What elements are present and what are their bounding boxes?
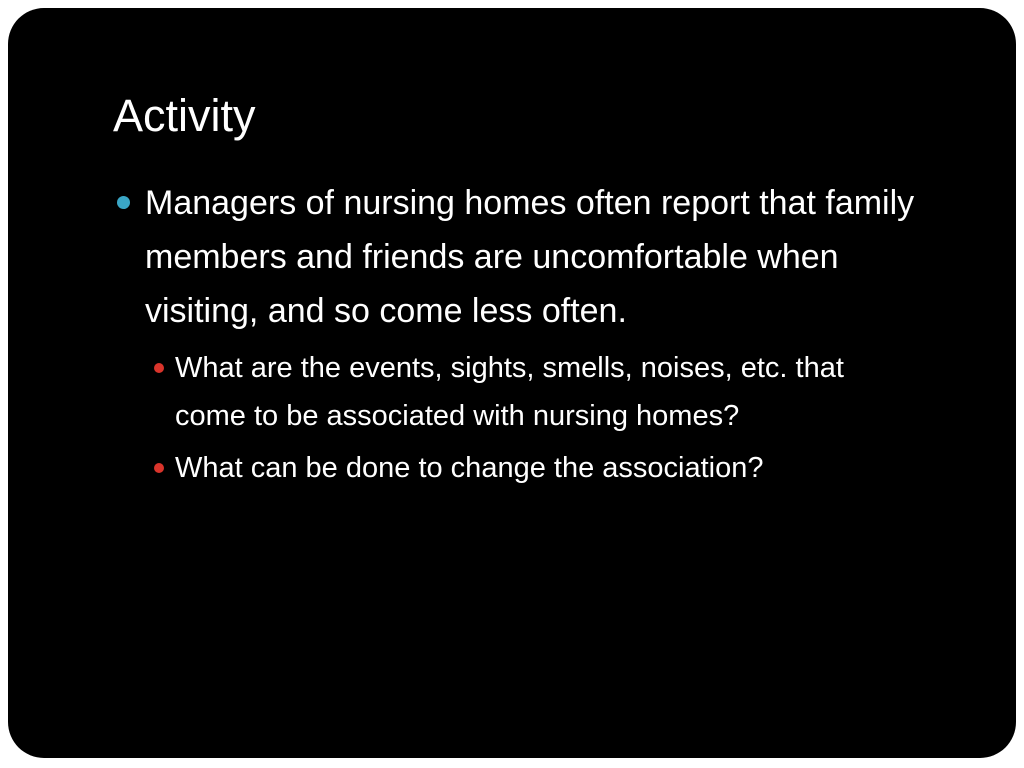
sub-bullet-text: What are the events, sights, smells, noises, etc. that come to be associated with nursing homes? [175, 352, 844, 432]
sub-bullet-item [145, 344, 875, 440]
sub-bullet-item [145, 444, 875, 492]
bullet-dot-icon [117, 196, 130, 209]
sub-bullet-text: What can be done to change the association? [175, 452, 764, 484]
bullet-list [113, 176, 933, 496]
sub-bullet-dot-icon [154, 363, 164, 373]
sub-bullet-list [145, 344, 933, 492]
bullet-text: Managers of nursing homes often report that family members and friends are uncomfortable when visiting, and so come less often. [145, 184, 915, 330]
slide-title: Activity [113, 90, 256, 141]
bullet-item [113, 176, 933, 492]
slide [8, 8, 1016, 758]
sub-bullet-dot-icon [154, 463, 164, 473]
